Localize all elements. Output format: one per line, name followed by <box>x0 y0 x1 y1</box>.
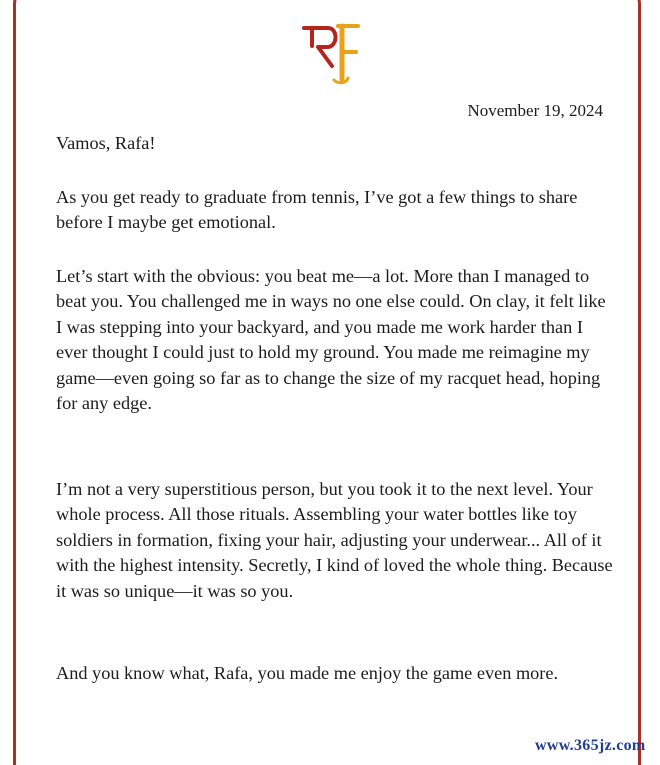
letter-greeting: Vamos, Rafa! <box>56 133 156 153</box>
letter-paragraph-3: I’m not a very superstitious person, but you took it to the next level. Your whole process. All those rituals. Assembling your water bottles like toy soldiers in formation, fixing your hair, adjusting your underwear... All of it with the highest intensity. Secretly, I kind of loved the whole thing. Because it was so unique—it was so you. <box>56 479 613 601</box>
rf-monogram-icon <box>298 18 362 88</box>
letter-paragraph-2: Let’s start with the obvious: you beat me—a lot. More than I managed to beat you. You challenged me in ways no one else could. On clay, it felt like I was stepping into your backyard, and you made me work harder than I ever thought I could just to hold my ground. You made me reimagine my game—even going so far as to change the size of my racquet head, hoping for any edge. <box>56 266 606 414</box>
letter-paragraph-1: As you get ready to graduate from tennis, I’ve got a few things to share before I maybe get emotional. <box>56 187 578 233</box>
letter-paragraph-4: And you know what, Rafa, you made me enjoy the game even more. <box>56 663 559 683</box>
watermark: www.365jz.com <box>535 737 646 754</box>
letter-date: November 19, 2024 <box>467 101 603 120</box>
